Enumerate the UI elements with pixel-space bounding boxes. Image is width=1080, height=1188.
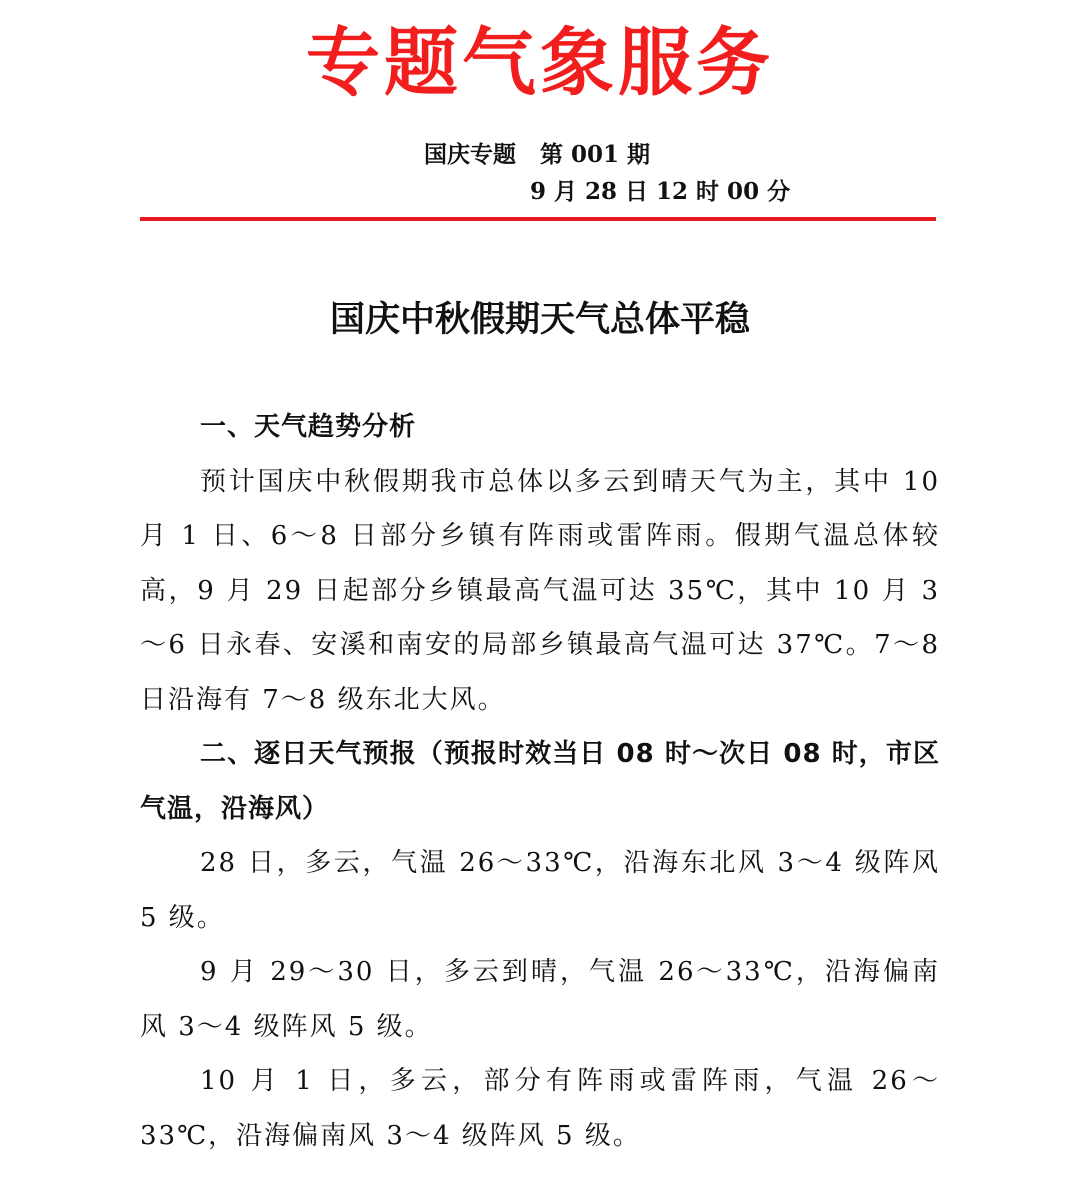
- forecast-day-29-30: 9 月 29～30 日，多云到晴，气温 26～33℃，沿海偏南风 3～4 级阵风 5 级。: [140, 957, 940, 1042]
- issue-number: 第 001 期: [540, 141, 651, 168]
- red-divider: [140, 217, 936, 221]
- section-title-daily-forecast: 二、逐日天气预报（预报时效当日 08 时～次日 08 时，市区气温，沿海风）: [140, 739, 940, 824]
- masthead-title: 专题气象服务: [306, 20, 774, 106]
- forecast-day-28: 28 日，多云，气温 26～33℃，沿海东北风 3～4 级阵风 5 级。: [140, 848, 940, 933]
- issue-date: 9 月 28 日 12 时 00 分: [530, 178, 791, 205]
- trend-paragraph: 预计国庆中秋假期我市总体以多云到晴天气为主，其中 10 月 1 日、6～8 日部分乡镇有阵雨或雷阵雨。假期气温总体较高，9 月 29 日起部分乡镇最高气温可达 35℃，其中 10 月 3～6 日永春、安溪和南安的局部乡镇最高气温可达 37℃。7～8 日沿海有 7～8 级东北大风。: [140, 466, 940, 715]
- section-title-trend: 一、天气趋势分析: [200, 412, 417, 442]
- issue-line: [424, 140, 650, 170]
- headline: 国庆中秋假期天气总体平稳: [329, 300, 750, 340]
- forecast-oct-1: 10 月 1 日，多云，部分有阵雨或雷阵雨，气温 26～33℃，沿海偏南风 3～4 级阵风 5 级。: [140, 1066, 940, 1151]
- document-body: [140, 400, 940, 1163]
- issue-topic: 国庆专题: [424, 141, 516, 168]
